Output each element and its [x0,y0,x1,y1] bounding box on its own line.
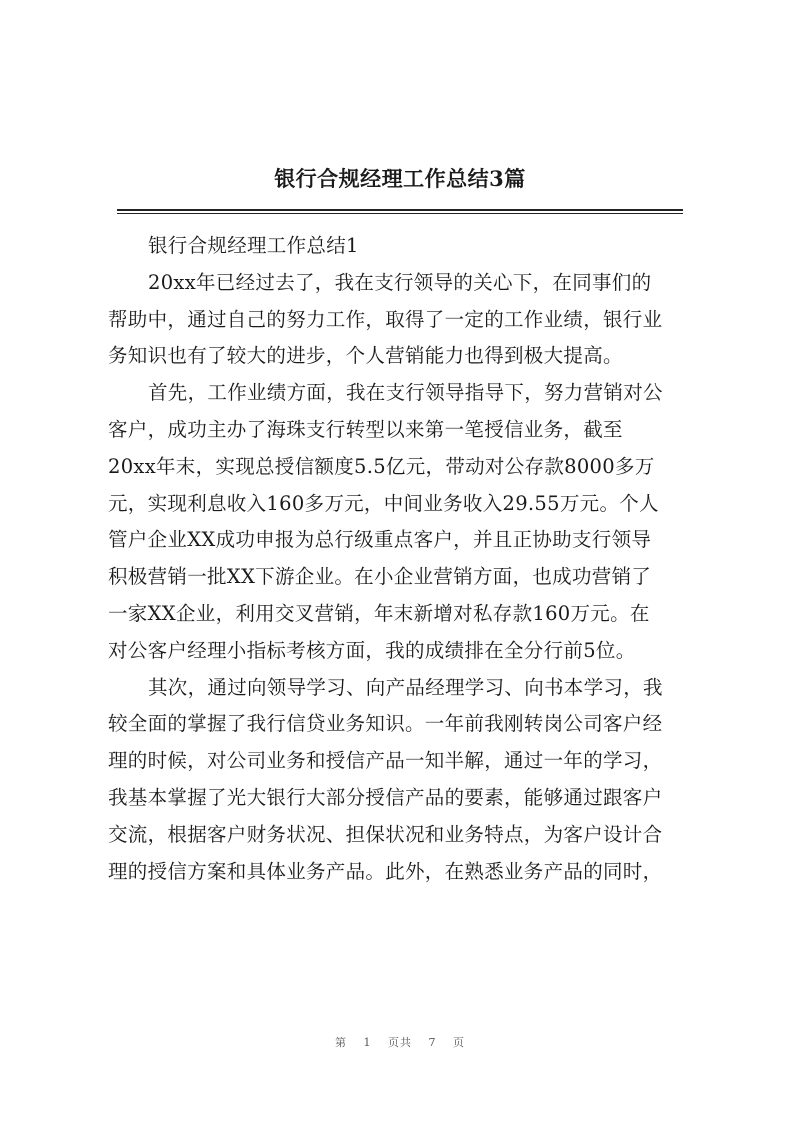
text-line: 20xx年已经过去了，我在支行领导的关心下，在同事们的 [148,270,652,294]
footer-middle: 页共 [388,1036,412,1049]
title-divider-thin [117,213,683,214]
page-footer [0,1034,800,1050]
text-line: 积极营销一批XX下游企业。在小企业营销方面，也成功营销了 [108,565,652,589]
text-line: 一家XX企业，利用交叉营销，年末新增对私存款160万元。在 [108,601,650,625]
text-line: 20xx年末，实现总授信额度5.5亿元，带动对公存款8000多万 [108,454,655,478]
text-line: 元，实现利息收入160多万元，中间业务收入29.55万元。个人 [108,491,659,515]
title-divider [117,209,683,211]
document-body [108,228,708,890]
text-line: 对公客户经理小指标考核方面，我的成绩排在全分行前5位。 [108,638,636,662]
text-line: 理的授信方案和具体业务产品。此外，在熟悉业务产品的同时， [108,859,663,883]
footer-current-page: 1 [363,1036,372,1049]
document-title: 银行合规经理工作总结3篇 [274,166,526,191]
paragraph-lines [108,265,708,891]
text-line: 理的时候，对公司业务和授信产品一知半解，通过一年的学习， [108,749,663,773]
text-line: 较全面的掌握了我行信贷业务知识。一年前我刚转岗公司客户经 [108,712,663,736]
text-line: 交流，根据客户财务状况、担保状况和业务特点，为客户设计合 [108,822,663,846]
text-line: 帮助中，通过自己的努力工作，取得了一定的工作业绩，银行业 [108,307,663,331]
text-line: 客户，成功主办了海珠支行转型以来第一笔授信业务，截至 [108,417,623,441]
text-line: 首先，工作业绩方面，我在支行领导指导下，努力营销对公 [148,381,663,405]
text-line: 我基本掌握了光大银行大部分授信产品的要素，能够通过跟客户 [108,785,663,809]
footer-suffix: 页 [453,1036,465,1049]
footer-prefix: 第 [335,1036,347,1049]
text-line: 其次，通过向领导学习、向产品经理学习、向书本学习，我 [148,675,663,699]
footer-total-pages: 7 [428,1036,437,1049]
text-line: 务知识也有了较大的进步，个人营销能力也得到极大提高。 [108,344,623,368]
section-heading: 银行合规经理工作总结1 [148,234,359,257]
text-line: 管户企业XX成功申报为总行级重点客户，并且正协助支行领导 [108,528,652,552]
